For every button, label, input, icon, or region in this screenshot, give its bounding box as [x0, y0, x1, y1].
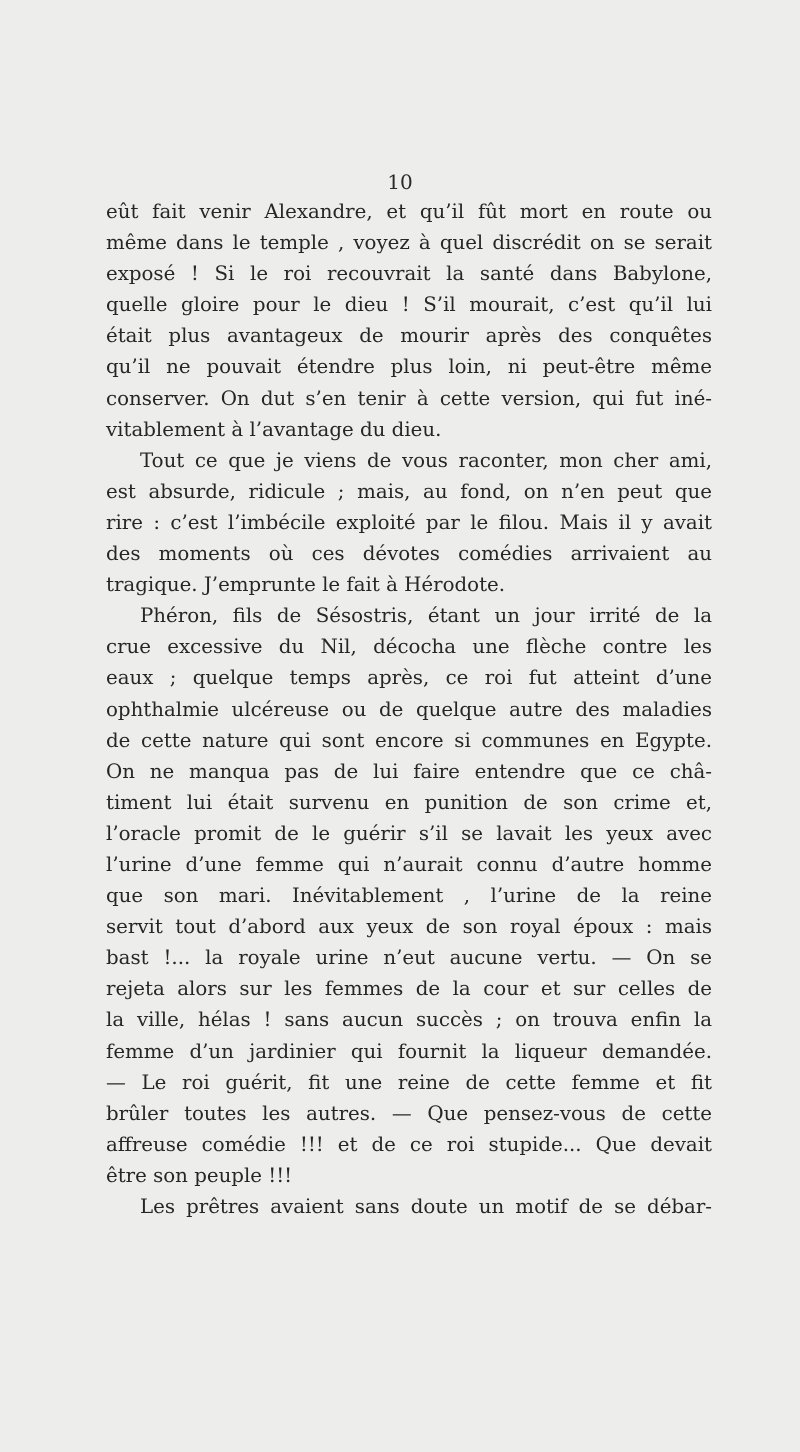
text-line: Les prêtres avaient sans doute un motif de se débar- — [140, 1195, 712, 1218]
text-line: être son peuple !!! — [106, 1163, 293, 1187]
text-line: exposé ! Si le roi recouvrait la santé dans Babylone, — [106, 262, 712, 286]
text-line: On ne manqua pas de lui faire entendre que ce châ- — [106, 759, 712, 783]
text-line: qu’il ne pouvait étendre plus loin, ni peut-être même — [106, 355, 712, 379]
text-line: crue excessive du Nil, décocha une flèche contre les — [106, 635, 712, 659]
text-line: ophthalmie ulcéreuse ou de quelque autre des maladies — [106, 697, 712, 721]
text-line: conserver. On dut s’en tenir à cette version, qui fut iné- — [106, 386, 712, 410]
text-line: eût fait venir Alexandre, et qu’il fût mort en route ou — [106, 200, 712, 223]
text-line: de cette nature qui sont encore si communes en Egypte. — [106, 728, 712, 752]
text-line: eaux ; quelque temps après, ce roi fut atteint d’une — [106, 666, 712, 690]
text-line: même dans le temple , voyez à quel discrédit on se serait — [106, 231, 712, 255]
text-line: servit tout d’abord aux yeux de son royal époux : mais — [106, 915, 712, 939]
text-line: — Le roi guérit, fit une reine de cette femme et fit — [106, 1070, 712, 1094]
text-line: l’oracle promit de le guérir s’il se lavait les yeux avec — [106, 821, 712, 845]
text-line: rejeta alors sur les femmes de la cour et sur celles de — [106, 977, 712, 1001]
text-line: la ville, hélas ! sans aucun succès ; on trouva enfin la — [106, 1008, 712, 1032]
text-line: Tout ce que je viens de vous raconter, mon cher ami, — [140, 448, 712, 472]
text-line: rire : c’est l’imbécile exploité par le filou. Mais il y avait — [106, 510, 712, 534]
text-line: Phéron, fils de Sésostris, étant un jour irrité de la — [140, 604, 712, 628]
text-line: vitablement à l’avantage du dieu. — [106, 417, 442, 441]
text-line: affreuse comédie !!! et de ce roi stupide... Que devait — [106, 1132, 712, 1156]
text-line: était plus avantageux de mourir après des conquêtes — [106, 324, 712, 348]
text-line: timent lui était survenu en punition de son crime et, — [106, 790, 712, 814]
text-line: que son mari. Inévitablement , l’urine de la reine — [106, 884, 712, 908]
body-text — [106, 196, 712, 1222]
text-line: bast !... la royale urine n’eut aucune vertu. — On se — [106, 946, 712, 970]
text-line: femme d’un jardinier qui fournit la liqueur demandée. — [106, 1039, 712, 1063]
text-line: des moments où ces dévotes comédies arrivaient au — [106, 542, 712, 566]
page-number: 10 — [387, 170, 413, 194]
text-line: brûler toutes les autres. — Que pensez-vous de cette — [106, 1101, 712, 1125]
text-line: est absurde, ridicule ; mais, au fond, on n’en peut que — [106, 479, 712, 503]
text-line: quelle gloire pour le dieu ! S’il mourait, c’est qu’il lui — [106, 293, 712, 317]
text-line: tragique. J’emprunte le fait à Hérodote. — [106, 573, 506, 597]
text-line: l’urine d’une femme qui n’aurait connu d’autre homme — [106, 852, 712, 876]
